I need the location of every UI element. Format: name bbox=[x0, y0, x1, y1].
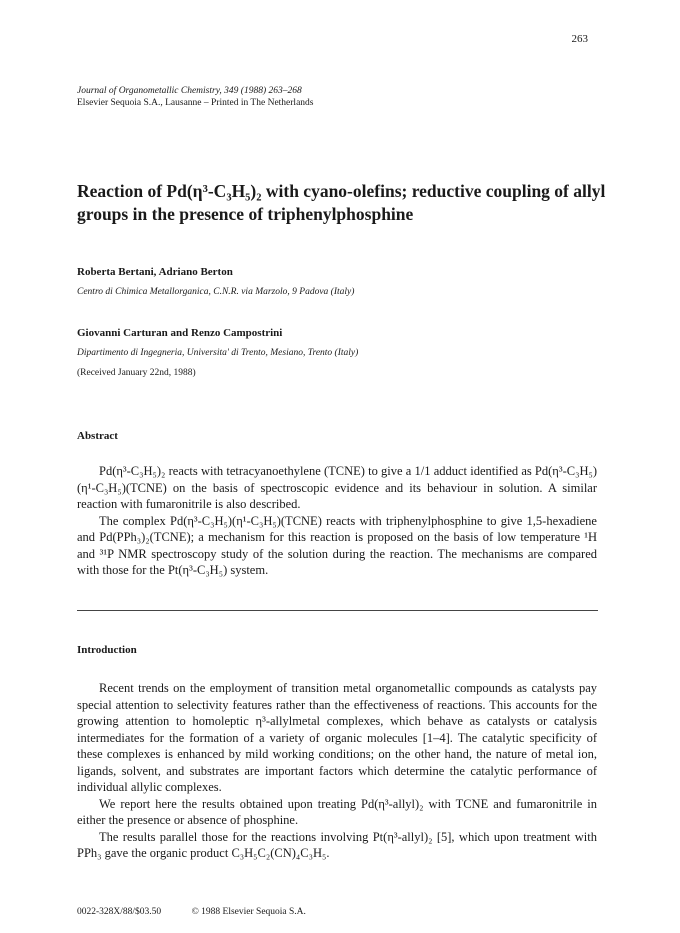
paper-title: Reaction of Pd(η³-C₃H₅)₂ with cyano-olefins; reductive coupling of allyl groups in the presence of triphenylphosphine bbox=[77, 181, 606, 224]
journal-citation bbox=[77, 85, 313, 109]
introduction-body bbox=[77, 680, 597, 862]
introduction-paragraph: The results parallel those for the reactions involving Pt(η³-allyl)₂ [5], which upon treatment with PPh₃ gave the organic product C₃H₅C₂(CN)₄C₃H₅. bbox=[77, 829, 597, 860]
authors-group-1: Roberta Bertani, Adriano Berton bbox=[77, 266, 233, 278]
introduction-heading: Introduction bbox=[77, 644, 137, 656]
abstract-heading: Abstract bbox=[77, 430, 118, 442]
abstract-paragraph: The complex Pd(η³-C₃H₅)(η¹-C₃H₅)(TCNE) reacts with triphenylphosphine to give 1,5-hexadiene and Pd(PPh₃)₂(TCNE); a mechanism for this reaction is proposed on the basis of low temperature ¹H and ³¹P NMR spectroscopy study of the solution during the reaction. The mechanisms are compared with those for the Pt(η³-C₃H₅) system. bbox=[77, 513, 597, 577]
introduction-paragraph: We report here the results obtained upon treating Pd(η³-allyl)₂ with TCNE and fumaronitrile in either the presence or absence of phosphine. bbox=[77, 796, 597, 827]
affiliation-1: Centro di Chimica Metallorganica, C.N.R. via Marzolo, 9 Padova (Italy) bbox=[77, 287, 355, 297]
abstract-paragraph: Pd(η³-C₃H₅)₂ reacts with tetracyanoethylene (TCNE) to give a 1/1 adduct identified as Pd(η³-C₃H₅)(η¹-C₃H₅)(TCNE) on the basis of spectroscopic evidence and its behaviour in solution. A similar reaction with fumaronitrile is also described. bbox=[77, 464, 597, 511]
received-date: (Received January 22nd, 1988) bbox=[77, 368, 196, 378]
introduction-paragraph: Recent trends on the employment of transition metal organometallic compounds as catalysts pay special attention to selectivity features rather than the effectiveness of reactions. This accounts for the growing attention to homoleptic η³-allylmetal complexes, which behave as catalysts or catalysis intermediates for the formation of a variety of organic molecules [1–4]. The catalytic specificity of these complexes is enhanced by mild working conditions; on the other hand, the nature of metal ion, ligands, solvent, and substrates are important factors which determine the catalytic performance of individual allylic complexes. bbox=[77, 681, 597, 794]
journal-line-2: Elsevier Sequoia S.A., Lausanne – Printed in The Netherlands bbox=[77, 98, 314, 108]
footer-code: 0022-328X/88/$03.50 bbox=[77, 907, 162, 917]
footer-copyright: © 1988 Elsevier Sequoia S.A. bbox=[191, 907, 306, 917]
section-divider bbox=[77, 610, 598, 611]
authors-group-2: Giovanni Carturan and Renzo Campostrini bbox=[77, 327, 283, 339]
affiliation-2: Dipartimento di Ingegneria, Universita' di Trento, Mesiano, Trento (Italy) bbox=[77, 348, 359, 358]
journal-line-1: Journal of Organometallic Chemistry, 349 (1988) 263–268 bbox=[77, 86, 302, 96]
page-footer bbox=[77, 907, 306, 917]
page-number: 263 bbox=[571, 33, 588, 45]
abstract-body bbox=[77, 463, 597, 579]
